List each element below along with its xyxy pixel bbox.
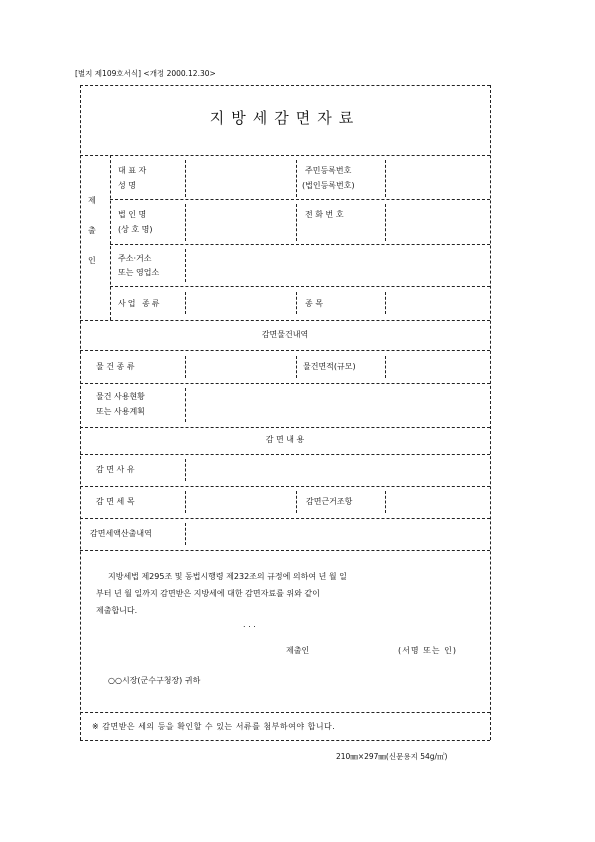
- exemption-tax-item-label: 감 면 세 목: [96, 497, 135, 506]
- frame-bottom: [80, 740, 490, 741]
- exemption-calc-label: 감면세액산출내역: [90, 529, 152, 538]
- property-area-value[interactable]: [390, 360, 485, 374]
- applicant-side-label-3: 인: [88, 256, 96, 265]
- property-area-divider-right: [385, 356, 386, 378]
- rep-label-divider: [185, 160, 186, 197]
- property-usage-value[interactable]: [190, 392, 485, 418]
- statement-line-3: 제출합니다.: [96, 606, 138, 615]
- applicant-side-label-1: 제: [88, 196, 96, 205]
- applicant-side-label-2: 출: [88, 226, 96, 235]
- property-usage-divider: [185, 388, 186, 422]
- rep-name-value[interactable]: [190, 166, 290, 190]
- phone-divider-right: [385, 204, 386, 241]
- row2-divider: [110, 244, 490, 245]
- exemption-reason-divider: [185, 459, 186, 481]
- resident-no-label-1: 주민등록번호: [305, 166, 352, 175]
- exemption-reason-label: 감 면 사 유: [96, 465, 135, 474]
- exemption-block-bottom: [80, 550, 490, 551]
- exemption-row2-divider: [80, 518, 490, 519]
- resident-no-value[interactable]: [390, 166, 485, 190]
- corp-label-divider: [185, 204, 186, 241]
- frame-right: [490, 85, 491, 740]
- form-title: 지방세감면자료: [209, 109, 361, 127]
- phone-divider-left: [296, 204, 297, 241]
- property-block-bottom: [80, 427, 490, 428]
- property-section-title: 감면물건내역: [261, 330, 309, 339]
- exemption-basis-label: 감면근거조항: [306, 497, 353, 506]
- exemption-calc-value[interactable]: [190, 527, 485, 541]
- statement-block-bottom: [80, 712, 490, 713]
- property-kind-value[interactable]: [190, 360, 290, 374]
- address-label-divider: [185, 249, 186, 282]
- applicant-side-divider: [110, 155, 111, 320]
- property-usage-label-1: 물건 사용현황: [96, 392, 145, 401]
- item-divider-left: [296, 292, 297, 314]
- exemption-calc-divider: [185, 523, 186, 545]
- phone-value[interactable]: [390, 210, 485, 234]
- address-value[interactable]: [190, 254, 485, 278]
- phone-label: 전 화 번 호: [305, 210, 344, 219]
- exemption-section-title: 감 면 내 용: [265, 435, 305, 444]
- exemption-title-divider: [80, 454, 490, 455]
- frame-top: [80, 85, 490, 86]
- sign-label: (서명 또는 인): [398, 646, 457, 655]
- item-divider-right: [385, 292, 386, 314]
- row3-divider: [110, 286, 490, 287]
- resident-no-label-2: (법인등록번호): [302, 181, 355, 190]
- paper-spec: 210㎜×297㎜(신문용지 54g/㎡): [336, 752, 448, 761]
- exemption-row1-divider: [80, 486, 490, 487]
- resident-no-divider-right: [385, 160, 386, 197]
- exemption-tax-item-value[interactable]: [190, 495, 290, 509]
- property-kind-label: 물 건 종 류: [96, 362, 135, 371]
- address-label-1: 주소·거소: [118, 254, 152, 263]
- corp-name-label-1: 법 인 명: [118, 210, 147, 219]
- property-title-divider: [80, 350, 490, 351]
- exemption-reason-value[interactable]: [190, 463, 485, 477]
- submission-date: . . .: [243, 620, 256, 629]
- title-divider: [80, 155, 490, 156]
- submitter-label: 제출인: [286, 646, 310, 655]
- property-kind-divider: [185, 356, 186, 378]
- address-label-2: 또는 영업소: [118, 268, 160, 277]
- exemption-basis-divider-left: [296, 491, 297, 513]
- rep-name-label-2: 성 명: [118, 181, 136, 190]
- form-number-note: [별지 제109호서식] <개정 2000.12.30>: [75, 69, 216, 78]
- exemption-basis-value[interactable]: [390, 495, 485, 509]
- applicant-block-bottom: [80, 320, 490, 321]
- statement-line-1: 지방세법 제295조 및 동법시행령 제232조의 규정에 의하여 년 월 일: [108, 572, 347, 581]
- exemption-basis-divider-right: [385, 491, 386, 513]
- addressee: ○○시장(군수구청장) 귀하: [108, 676, 201, 685]
- row1-divider: [110, 199, 490, 200]
- property-usage-label-2: 또는 사용계획: [96, 407, 145, 416]
- business-type-value[interactable]: [190, 297, 290, 311]
- exemption-tax-divider: [185, 491, 186, 513]
- property-area-label: 물건면적(규모): [303, 362, 356, 371]
- statement-line-2: 부터 년 월 일까지 감면받은 지방세에 대한 감면자료를 위와 같이: [96, 589, 320, 598]
- footnote: ※ 감면받은 세의 등을 확인할 수 있는 서류를 첨부하여야 합니다.: [92, 722, 336, 731]
- frame-left: [80, 85, 81, 740]
- corp-name-value[interactable]: [190, 210, 290, 234]
- item-value[interactable]: [390, 297, 485, 311]
- property-area-divider-left: [296, 356, 297, 378]
- business-label-divider: [185, 292, 186, 314]
- resident-no-divider-left: [296, 160, 297, 197]
- business-type-label: 사업 종류: [118, 299, 162, 308]
- rep-name-label-1: 대 표 자: [118, 166, 147, 175]
- corp-name-label-2: (상 호 명): [118, 225, 153, 234]
- property-row1-divider: [80, 383, 490, 384]
- item-label: 종 목: [305, 299, 323, 308]
